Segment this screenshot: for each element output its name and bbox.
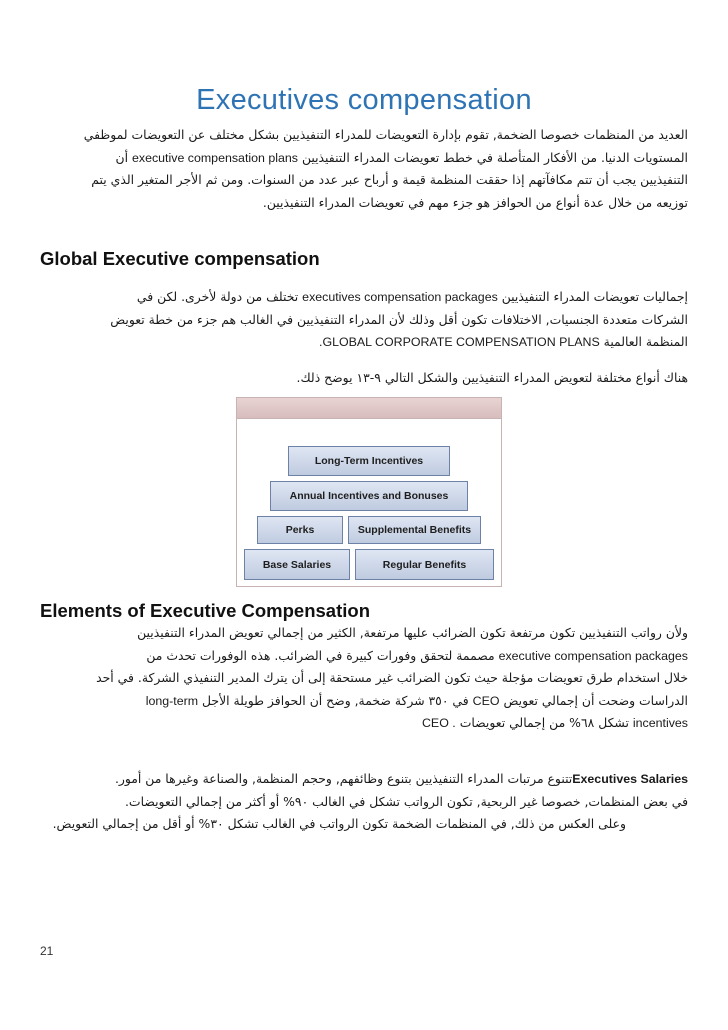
elements-heading: Elements of Executive Compensation: [40, 600, 371, 621]
intro-line-1: العديد من المنظمات خصوصا الضخمة, تقوم بإدارة التعويضات للمدراء التنفيذيين بشكل مختلف عن التعويضات لموظفي: [83, 127, 688, 142]
global-compensation-heading: Global Executive compensation: [40, 248, 320, 269]
figure-note: هناك أنواع مختلفة لتعويض المدراء التنفيذيين والشكل التالي ٩-١٣ يوضح ذلك.: [296, 370, 688, 385]
elements-line-4: الدراسات وضحت أن إجمالي تعويض CEO في ٣٥٠ شركة ضخمة, وضح أن الحوافز طويلة الأجل long-term: [145, 692, 688, 708]
annual-incentives-block: Annual Incentives and Bonuses: [270, 481, 468, 511]
intro-line-2: المستويات الدنيا. من الأفكار المتأصلة في خطط تعويضات المدراء التنفيذيين executive compensation plans أن: [115, 149, 688, 165]
salaries-line-1: Executives Salariesتتنوع مرتبات المدراء التنفيذيين بتنوع وظائفهم, وحجم المنظمة, والصناعة وغيرها من أمور.: [114, 771, 688, 786]
salaries-term: Executives Salaries: [572, 772, 688, 786]
elements-line-3: خلال استخدام طرق تعويضات مؤجلة حيث تكون الضرائب غير مستحقة إلى أن يترك المدير التنفيذي الشركة. في أحد: [96, 670, 688, 685]
elements-paragraph: [40, 622, 688, 735]
page-title: Executives compensation: [196, 84, 532, 116]
salaries-paragraph: [40, 768, 688, 836]
salaries-line-3: وعلى العكس من ذلك, في المنظمات الضخمة تكون الرواتب في الغالب تشكل ٣٠% أو أقل من إجمالي التعويض.: [52, 816, 626, 831]
global-paragraph: [40, 286, 688, 354]
global-line-1: إجماليات تعويضات المدراء التنفيذيين executives compensation packages تختلف من دولة لأخرى. لكن في: [136, 289, 688, 304]
long-term-incentives-block: Long-Term Incentives: [288, 446, 450, 476]
elements-line-1: ولأن رواتب التنفيذيين تكون مرتفعة تكون الضرائب عليها مرتفعة, الكثير من إجمالي تعويض المدراء التنفيذيين: [137, 625, 688, 640]
global-line-3: المنظمة العالمية .GLOBAL CORPORATE COMPENSATION PLANS: [319, 334, 688, 349]
global-line-2: الشركات متعددة الجنسيات, الاختلافات تكون أقل وذلك لأن المدراء التنفيذيين في الغالب هم جزء من خطة تعويض: [110, 311, 688, 327]
pyramid-diagram: [244, 446, 494, 580]
intro-line-3: التنفيذيين يجب أن تتم مكافآتهم إذا حققت المنظمة قيمة و أرباح عبر عدد من السنوات. ومن ثم الأجر المتغير الذي يتم: [91, 172, 688, 187]
elements-line-5: incentives تشكل ٦٨% من إجمالي تعويضات CEO .: [421, 715, 688, 730]
regular-benefits-block: Regular Benefits: [355, 549, 494, 580]
base-salaries-block: Base Salaries: [244, 549, 350, 580]
supplemental-benefits-block: Supplemental Benefits: [348, 516, 481, 544]
salaries-line-2: في بعض المنظمات, خصوصا غير الربحية, تكون الرواتب تشكل في الغالب ٩٠% أو أكثر من إجمالي التعويضات.: [124, 793, 688, 809]
intro-line-4: توزيعه من خلال عدة أنواع من الحوافز هو جزء مهم في تعويضات المدراء التنفيذيين.: [262, 194, 688, 210]
elements-line-2: executive compensation packages مصممة لتحقق وفورات كبيرة في الضرائب. هذه الوفورات تحدث من: [146, 647, 688, 663]
global-english-term: executives compensation packages: [302, 290, 498, 304]
figure-roof: [236, 397, 502, 419]
elements-english-term: executive compensation packages: [498, 648, 688, 663]
page-number: 21: [40, 944, 54, 958]
perks-block: Perks: [257, 516, 343, 544]
intro-paragraph: [40, 124, 688, 214]
intro-english-term: executive compensation plans: [131, 150, 298, 165]
